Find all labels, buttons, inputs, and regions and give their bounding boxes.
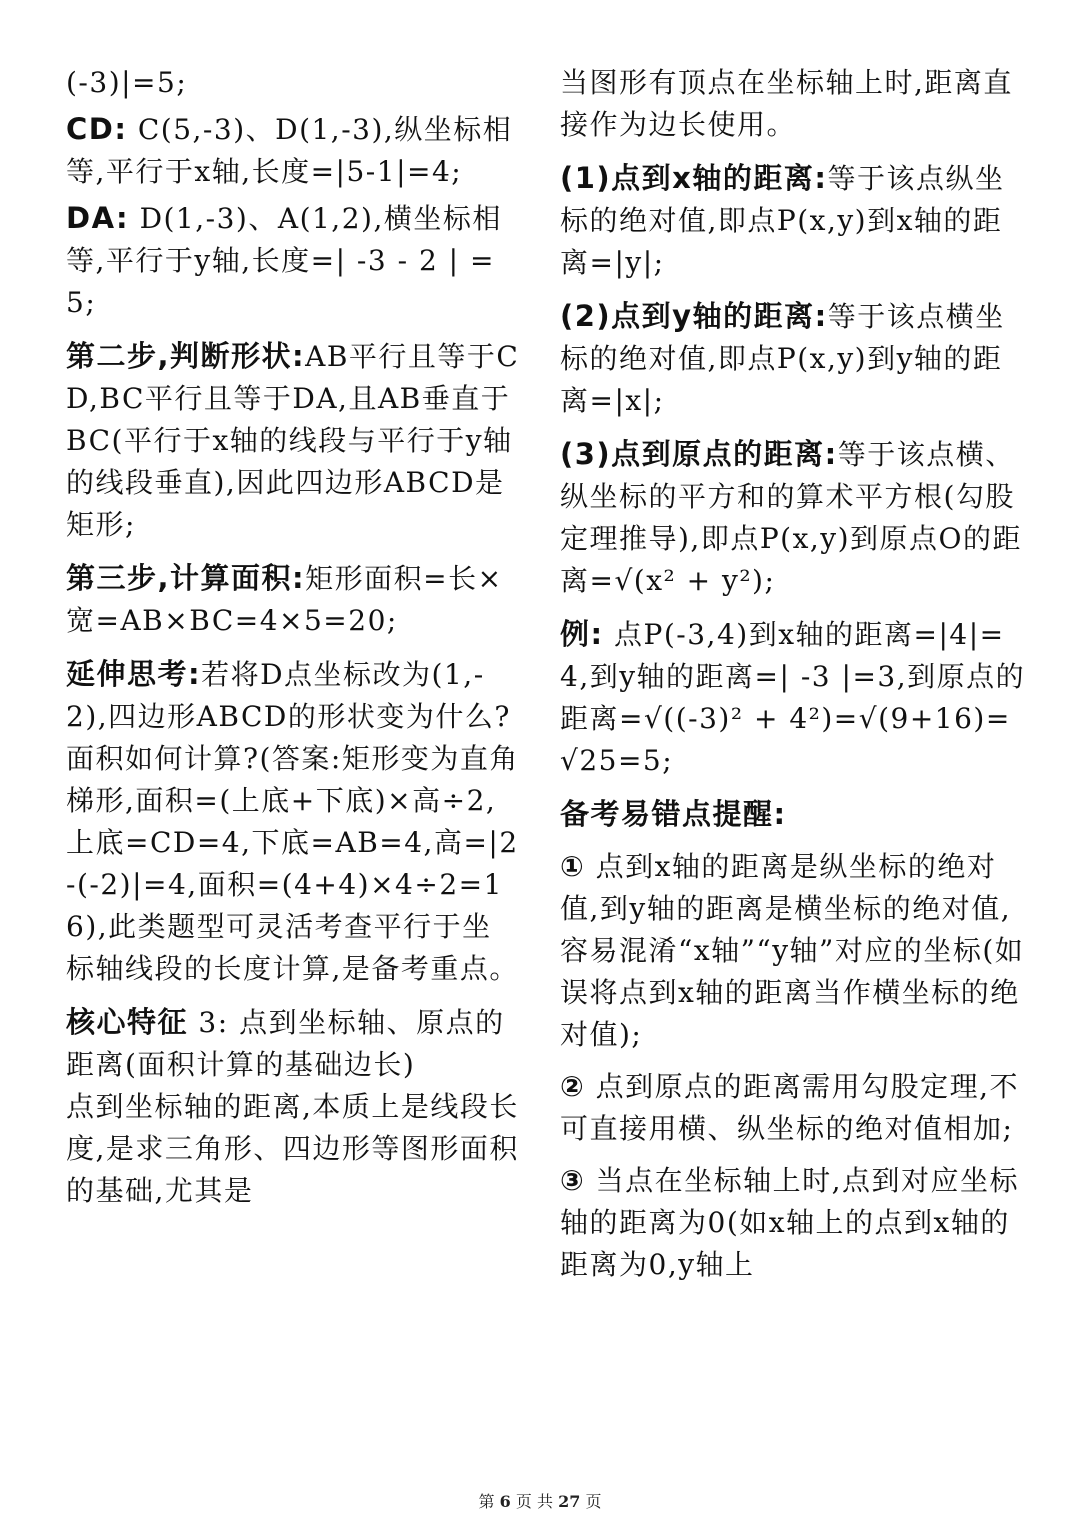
tips-heading: 备考易错点提醒: — [560, 797, 787, 831]
cd-label: CD: — [66, 112, 128, 146]
paragraph-example — [560, 612, 1030, 782]
tip-1 — [560, 846, 1030, 1056]
item3-text: 等于该点横、纵坐标的平方和的算术平方根(勾股定理推导),即点P(x,y)到原点O的距离=√(x² + y²); — [560, 438, 1022, 597]
footer-page-number: 6 — [499, 1492, 511, 1511]
tip3-marker: ③ — [560, 1164, 586, 1197]
extension-label: 延伸思考: — [66, 657, 202, 691]
tip-3 — [560, 1160, 1030, 1286]
da-text: D(1,-3)、A(1,2),横坐标相等,平行于y轴,长度=| -3 - 2 | =5; — [66, 202, 502, 319]
tip2-marker: ② — [560, 1070, 586, 1103]
example-label: 例: — [560, 617, 604, 651]
footer-middle: 页 共 — [515, 1492, 553, 1511]
paragraph-cd — [66, 108, 521, 193]
item3-label: (3)点到原点的距离: — [560, 437, 838, 471]
tip1-marker: ① — [560, 850, 586, 883]
paragraph-continuation: (-3)|=5; — [66, 66, 188, 99]
item1-text: 等于该点纵坐标的绝对值,即点P(x,y)到x轴的距离=|y|; — [560, 162, 1005, 279]
cd-text: C(5,-3)、D(1,-3),纵坐标相等,平行于x轴,长度=|5-1|=4; — [66, 113, 513, 188]
footer-suffix: 页 — [585, 1492, 602, 1511]
paragraph-step2 — [66, 334, 521, 546]
paragraph-intro: 当图形有顶点在坐标轴上时,距离直接作为边长使用。 — [560, 66, 1013, 141]
paragraph-item1 — [560, 156, 1030, 284]
left-column — [66, 62, 530, 1216]
extension-text: 若将D点坐标改为(1,-2),四边形ABCD的形状变为什么?面积如何计算?(答案:矩形变为直角梯形,面积=(上底+下底)×高÷2,上底=CD=4,下底=AB=4,高=|2 -(-2)|=4,面积=(4+4)×4÷2=16),此类题型可灵活考查平行于坐标轴线段的长度计算,是备考重点。 — [66, 658, 530, 985]
step2-text: AB平行且等于CD,BC平行且等于DA,且AB垂直于BC(平行于x轴的线段与平行于y轴的线段垂直),因此四边形ABCD是矩形; — [66, 340, 520, 541]
core-feature-number: 3: — [198, 1006, 229, 1039]
core-feature-text: 点到坐标轴、原点的距离(面积计算的基础边长) — [66, 1006, 505, 1081]
item2-text: 等于该点横坐标的绝对值,即点P(x,y)到y轴的距离=|x|; — [560, 300, 1005, 417]
paragraph-da — [66, 197, 521, 324]
footer-prefix: 第 — [478, 1492, 495, 1511]
paragraph-item2 — [560, 294, 1030, 422]
paragraph-step3 — [66, 556, 521, 642]
page-footer — [0, 1489, 1080, 1512]
step3-label: 第三步,计算面积: — [66, 561, 306, 595]
tip3-text: 当点在坐标轴上时,点到对应坐标轴的距离为0(如x轴上的点到x轴的距离为0,y轴上 — [560, 1164, 1020, 1281]
step2-label: 第二步,判断形状: — [66, 339, 306, 373]
da-label: DA: — [66, 201, 130, 235]
tip1-text: 点到x轴的距离是纵坐标的绝对值,到y轴的距离是横坐标的绝对值,容易混淆“x轴”“y轴”对应的坐标(如误将点到x轴的距离当作横坐标的绝对值); — [560, 850, 1025, 1051]
tip-2 — [560, 1066, 1030, 1150]
example-text: 点P(-3,4)到x轴的距离=|4|=4,到y轴的距离=| -3 |=3,到原点的距离=√((-3)² + 4²)=√(9+16)=√25=5; — [560, 618, 1026, 777]
tip2-text: 点到原点的距离需用勾股定理,不可直接用横、纵坐标的绝对值相加; — [560, 1070, 1020, 1145]
paragraph-core-body: 点到坐标轴的距离,本质上是线段长度,是求三角形、四边形等图形面积的基础,尤其是 — [66, 1090, 519, 1207]
paragraph-extension — [66, 652, 530, 990]
item2-label: (2)点到y轴的距离: — [560, 299, 828, 333]
footer-total-pages: 27 — [558, 1492, 581, 1511]
item1-label: (1)点到x轴的距离: — [560, 161, 828, 195]
right-column — [560, 62, 1030, 1290]
step3-text: 矩形面积=长×宽=AB×BC=4×5=20; — [66, 562, 503, 637]
paragraph-core-feature — [66, 1000, 521, 1086]
core-feature-label: 核心特征 — [66, 1005, 189, 1039]
paragraph-item3 — [560, 432, 1030, 602]
